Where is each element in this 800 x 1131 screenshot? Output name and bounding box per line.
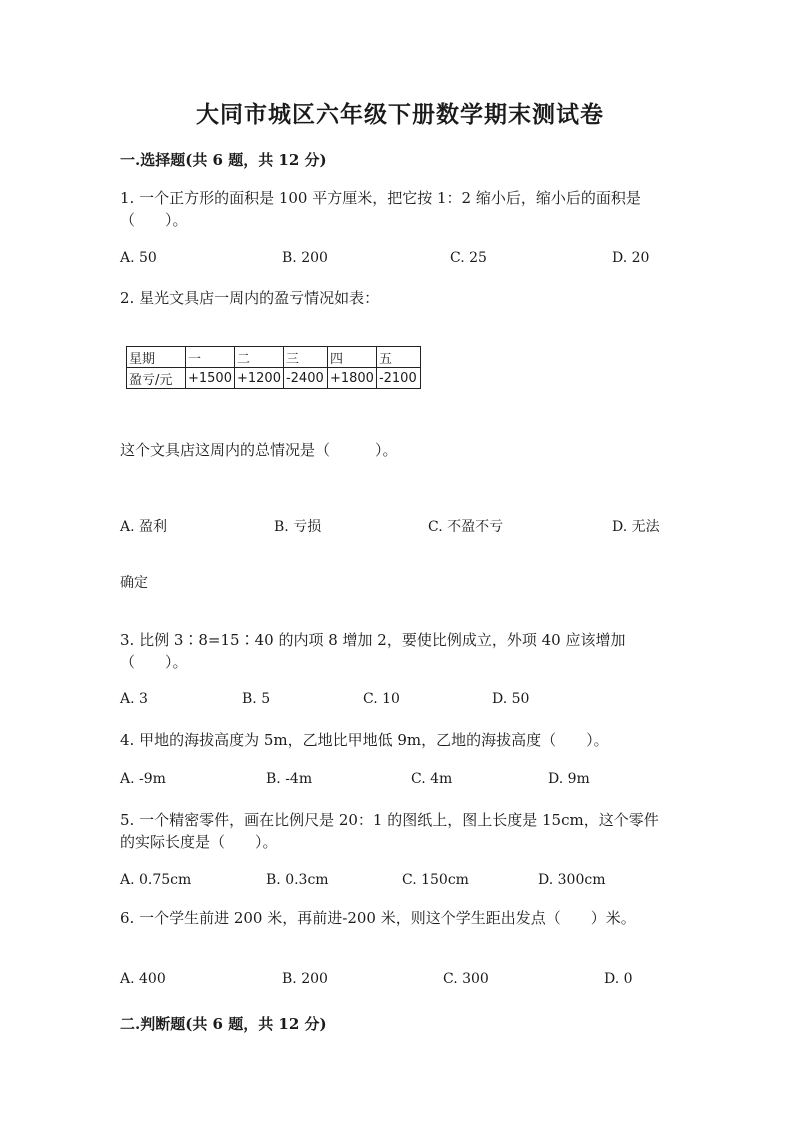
table-cell: -2100 [376, 368, 420, 389]
question-1-text: 1. 一个正方形的面积是 100 平方厘米，把它按 1：2 缩小后，缩小后的面积是 [120, 189, 641, 207]
table-cell: 二 [234, 347, 283, 368]
table-cell: -2400 [283, 368, 327, 389]
q2-option-d: D. 无法 [612, 519, 660, 535]
q5-option-a: A. 0.75cm [120, 872, 192, 888]
question-3-blank: （ ）。 [120, 653, 188, 671]
table-cell: 五 [376, 347, 420, 368]
table-header-row [127, 347, 421, 368]
table-cell: +1200 [234, 368, 283, 389]
page-title: 大同市城区六年级下册数学期末测试卷 [196, 101, 604, 128]
question-6-text: 6. 一个学生前进 200 米，再前进-200 米，则这个学生距出发点（ ）米。 [120, 909, 636, 927]
q4-option-a: A. -9m [120, 771, 166, 787]
q6-option-b: B. 200 [282, 971, 328, 987]
section-heading-choice: 一.选择题(共 6 题，共 12 分) [120, 151, 327, 169]
q3-option-d: D. 50 [492, 691, 530, 707]
q5-option-b: B. 0.3cm [266, 872, 329, 888]
question-1-blank: （ ）。 [120, 211, 188, 229]
q3-option-c: C. 10 [363, 691, 400, 707]
q2-option-a: A. 盈利 [120, 519, 168, 535]
q5-option-d: D. 300cm [538, 872, 606, 888]
q3-option-b: B. 5 [242, 691, 271, 707]
q6-option-a: A. 400 [120, 971, 166, 987]
question-5-text: 5. 一个精密零件，画在比例尺是 20：1 的图纸上，图上长度是 15cm，这个零件 [120, 811, 659, 829]
question-5-text-continued: 的实际长度是（ ）。 [120, 833, 278, 851]
question-2-text: 2. 星光文具店一周内的盈亏情况如表： [120, 289, 380, 307]
q6-option-d: D. 0 [604, 971, 633, 987]
question-3-text: 3. 比例 3∶8=15∶40 的内项 8 增加 2，要使比例成立，外项 40 应该增加 [120, 631, 626, 649]
table-cell: +1500 [186, 368, 235, 389]
q4-option-d: D. 9m [548, 771, 590, 787]
table-cell: +1800 [327, 368, 376, 389]
q2-option-b: B. 亏损 [274, 519, 322, 535]
section-heading-judgement: 二.判断题(共 6 题，共 12 分) [120, 1015, 327, 1033]
q1-option-d: D. 20 [612, 250, 650, 266]
q6-option-c: C. 300 [443, 971, 489, 987]
table-cell: 四 [327, 347, 376, 368]
q2-option-d-continued: 确定 [120, 575, 148, 591]
profit-loss-table [126, 346, 421, 389]
table-cell: 盈亏/元 [127, 368, 186, 389]
q4-option-c: C. 4m [411, 771, 453, 787]
table-row [127, 368, 421, 389]
table-cell: 三 [283, 347, 327, 368]
q5-option-c: C. 150cm [402, 872, 469, 888]
q1-option-c: C. 25 [450, 250, 487, 266]
table-cell: 一 [186, 347, 235, 368]
q4-option-b: B. -4m [266, 771, 313, 787]
question-4-text: 4. 甲地的海拔高度为 5m，乙地比甲地低 9m，乙地的海拔高度（ ）。 [120, 731, 609, 749]
table-cell: 星期 [127, 347, 186, 368]
q2-option-c: C. 不盈不亏 [428, 519, 504, 535]
q1-option-a: A. 50 [120, 250, 157, 266]
question-2-prompt: 这个文具店这周内的总情况是（ ）。 [120, 441, 398, 459]
q3-option-a: A. 3 [120, 691, 148, 707]
q1-option-b: B. 200 [282, 250, 328, 266]
